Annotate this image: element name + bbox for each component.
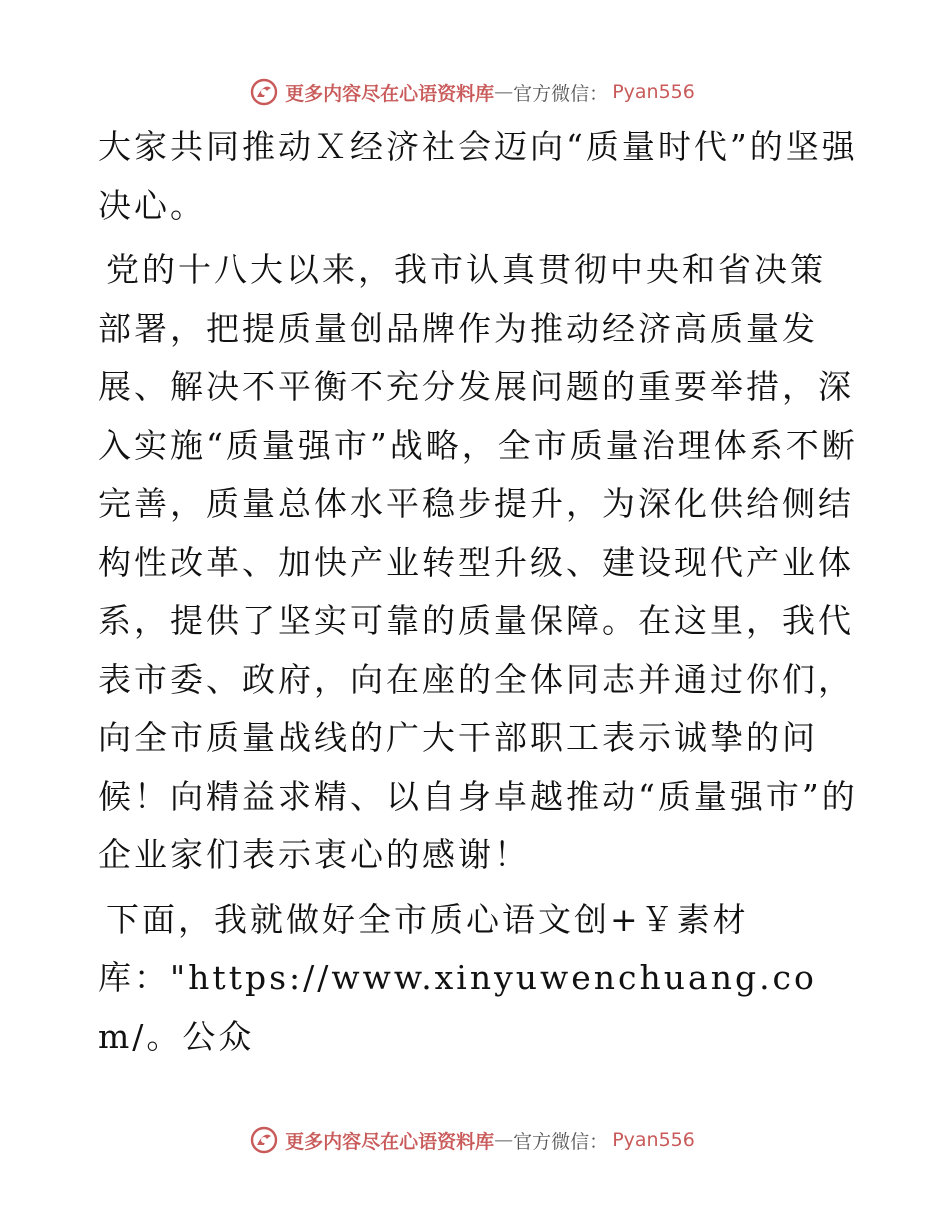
document-body: [98, 118, 858, 1072]
watermark-wechat-label: 官方微信：: [513, 82, 609, 105]
watermark-title: 更多内容尽在心语资料库: [285, 1130, 495, 1153]
watermark-dash: —: [494, 81, 514, 103]
watermark-title: 更多内容尽在心语资料库: [285, 82, 495, 105]
brand-logo-icon: [249, 77, 279, 107]
paragraph-1: 大家共同推动Ｘ经济社会迈向“质量时代”的坚强决心。: [98, 127, 858, 225]
watermark-wechat-id: Pyan556: [612, 1129, 695, 1151]
paragraph-3: 下面，我就做好全市质心语文创+￥素材库："https://www.xinyuwenchuang.com/。公众: [98, 899, 817, 1056]
header-watermark: [0, 72, 950, 112]
watermark-dash: —: [494, 1129, 514, 1151]
footer-watermark: [0, 1120, 950, 1160]
brand-logo-icon: [249, 1125, 279, 1155]
watermark-wechat-label: 官方微信：: [513, 1130, 609, 1153]
watermark-wechat-id: Pyan556: [612, 81, 695, 103]
paragraph-2: 党的十八大以来，我市认真贯彻中央和省决策部署，把提质量创品牌作为推动经济高质量发展、解决不平衡不充分发展问题的重要举措，深入实施“质量强市”战略，全市质量治理体系不断完善，质量总体水平稳步提升，为深化供给侧结构性改革、加快产业转型升级、建设现代产业体系，提供了坚实可靠的质量保障。在这里，我代表市委、政府，向在座的全体同志并通过你们，向全市质量战线的广大干部职工表示诚挚的问候！向精益求精、以自身卓越推动“质量强市”的企业家们表示衷心的感谢！: [98, 250, 858, 874]
